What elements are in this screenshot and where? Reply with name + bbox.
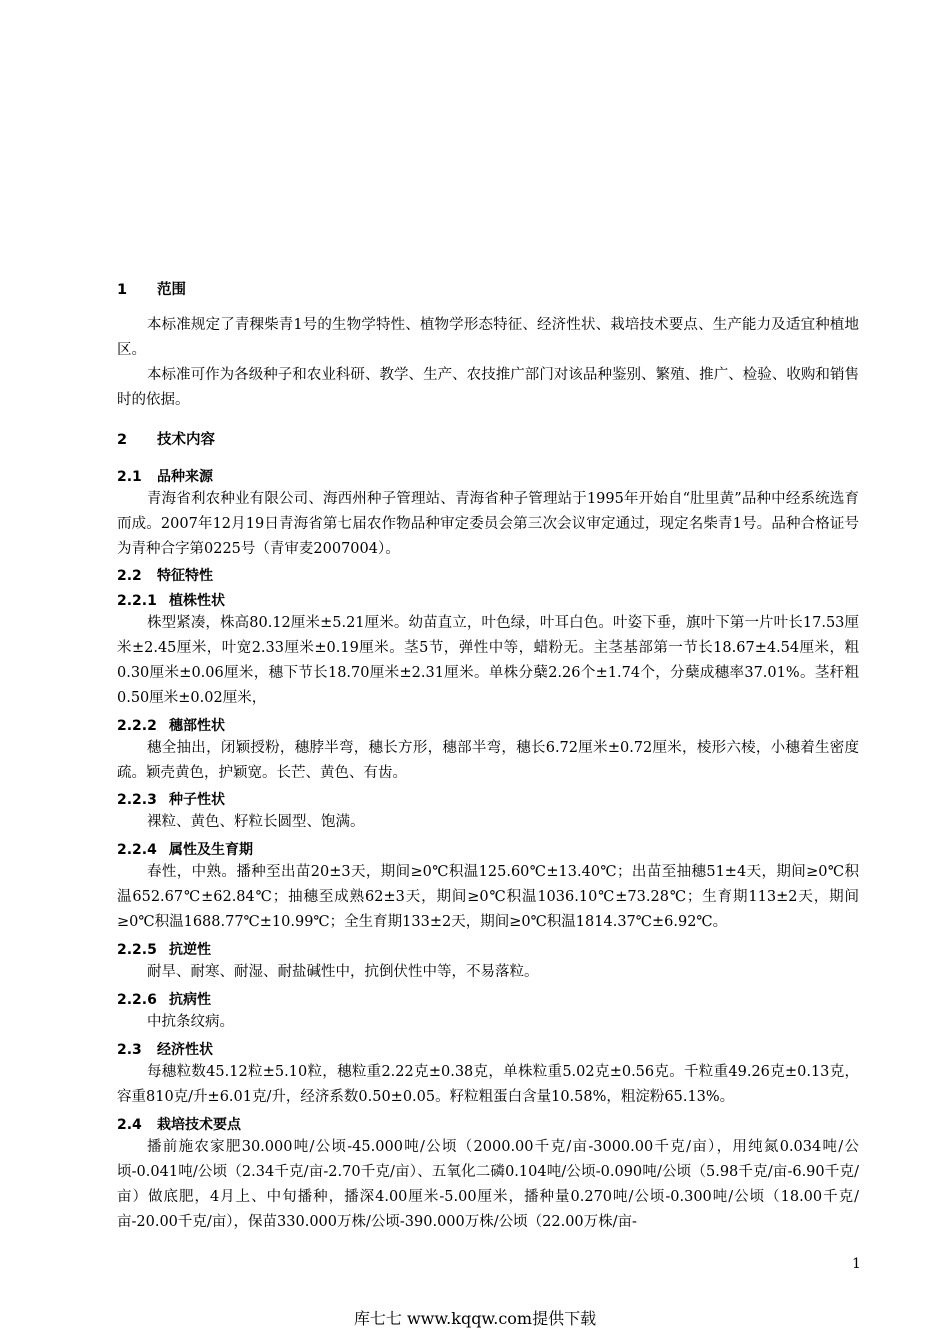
section-2-1-heading: 2.1 品种来源 (117, 469, 213, 485)
section-2-2-3-paragraph: 裸粒、黄色、籽粒长圆型、饱满。 (147, 814, 365, 830)
section-1-paragraph-2: 本标准可作为各级种子和农业科研、教学、生产、农技推广部门对该品种鉴别、繁殖、推广、检验、收购和销售时的依据。 (117, 367, 859, 408)
section-2-3-paragraph: 每穗粒数45.12粒±5.10粒，穗粒重2.22克±0.38克，单株粒重5.02克±0.56克。千粒重49.26克±0.13克，容重810克/升±6.01克/升，经济系数0.50±0.05。籽粒粗蛋白含量10.58%，粗淀粉65.13%。 (117, 1064, 859, 1105)
section-2-2-heading: 2.2 特征特性 (117, 568, 213, 584)
section-2-2-4-paragraph: 春性，中熟。播种至出苗20±3天，期间≥0℃积温125.60℃±13.40℃；出苗至抽穗51±4天，期间≥0℃积温652.67℃±62.84℃；抽穗至成熟62±3天，期间≥0℃积温1036.10℃±73.28℃；生育期113±2天，期间≥0℃积温1688.77℃±10.99℃；全生育期133±2天，期间≥0℃积温1814.37℃±6.92℃。 (117, 864, 859, 930)
section-2-2-1-paragraph: 株型紧凑，株高80.12厘米±5.21厘米。幼苗直立，叶色绿，叶耳白色。叶姿下垂，旗叶下第一片叶长17.53厘米±2.45厘米，叶宽2.33厘米±0.19厘米。茎5节，弹性中等，蜡粉无。主茎基部第一节长18.67±4.54厘米，粗0.30厘米±0.06厘米，穗下节长18.70厘米±2.31厘米。单株分蘖2.26个±1.74个，分蘖成穗率37.01%。茎秆粗0.50厘米±0.02厘米， (117, 615, 859, 706)
section-2-2-5-heading: 2.2.5 抗逆性 (117, 942, 211, 958)
page-number: 1 (852, 1256, 861, 1272)
section-2-heading: 2 技术内容 (117, 432, 215, 448)
section-2-2-6-heading: 2.2.6 抗病性 (117, 992, 211, 1008)
section-2-2-3-heading: 2.2.3 种子性状 (117, 792, 225, 808)
section-2-2-2-paragraph: 穗全抽出，闭颖授粉，穗脖半弯，穗长方形，穗部半弯，穗长6.72厘米±0.72厘米，棱形六棱，小穗着生密度疏。颖壳黄色，护颖宽。长芒、黄色、有齿。 (117, 740, 859, 781)
section-2-1-paragraph: 青海省利农种业有限公司、海西州种子管理站、青海省种子管理站于1995年开始自“肚里黄”品种中经系统选育而成。2007年12月19日青海省第七届农作物品种审定委员会第三次会议审定通过，现定名柴青1号。品种合格证号为青种合字第0225号（青审麦2007004）。 (117, 491, 859, 557)
section-2-4-heading: 2.4 栽培技术要点 (117, 1117, 241, 1133)
section-1-heading: 1 范围 (117, 282, 186, 298)
footer-download-notice: 库七七 www.kqqw.com提供下载 (353, 1309, 597, 1328)
section-2-2-1-heading: 2.2.1 植株性状 (117, 593, 225, 609)
section-2-4-paragraph: 播前施农家肥30.000吨/公顷-45.000吨/公顷（2000.00千克/亩-3000.00千克/亩），用纯氮0.034吨/公顷-0.041吨/公顷（2.34千克/亩-2.70千克/亩）、五氧化二磷0.104吨/公顷-0.090吨/公顷（5.98千克/亩-6.90千克/亩）做底肥，4月上、中旬播种，播深4.00厘米-5.00厘米，播种量0.270吨/公顷-0.300吨/公顷（18.00千克/亩-20.00千克/亩），保苗330.000万株/公顷-390.000万株/公顷（22.00万株/亩- (117, 1139, 859, 1230)
section-2-3-heading: 2.3 经济性状 (117, 1042, 213, 1058)
section-2-2-2-heading: 2.2.2 穗部性状 (117, 718, 225, 734)
section-1-paragraph-1: 本标准规定了青稞柴青1号的生物学特性、植物学形态特征、经济性状、栽培技术要点、生产能力及适宜种植地区。 (117, 317, 859, 358)
section-2-2-4-heading: 2.2.4 属性及生育期 (117, 842, 253, 858)
section-2-2-6-paragraph: 中抗条纹病。 (147, 1014, 234, 1030)
section-2-2-5-paragraph: 耐旱、耐寒、耐湿、耐盐碱性中，抗倒伏性中等，不易落粒。 (147, 964, 539, 980)
